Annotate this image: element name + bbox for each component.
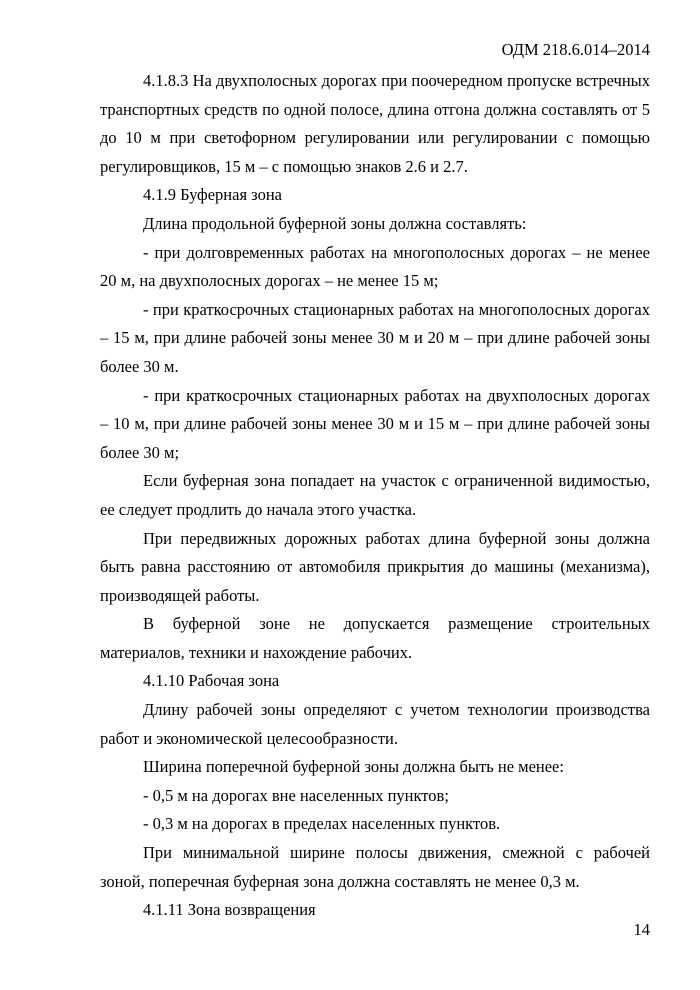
- section-heading-4-1-11: 4.1.11 Зона возвращения: [143, 900, 316, 920]
- document-code-header: ОДМ 218.6.014–2014: [501, 40, 650, 59]
- paragraph-buffer-length-intro: Длина продольной буферной зоны должна составлять:: [143, 213, 527, 233]
- paragraph-minimum-lane-width: При минимальной ширине полосы движения, смежной с рабочей зоной, поперечная буферная зона должна составлять не менее 0,3 м.: [100, 843, 650, 891]
- paragraph-buffer-restrictions: В буферной зоне не допускается размещение строительных материалов, техники и нахождение рабочих.: [100, 614, 650, 662]
- section-heading-4-1-9: 4.1.9 Буферная зона: [143, 185, 282, 205]
- list-item-long-term-works: - при долговременных работах на многополосных дорогах – не менее 20 м, на двухполосных дорогах – не менее 15 м;: [100, 242, 650, 291]
- paragraph-limited-visibility: Если буферная зона попадает на участок с ограниченной видимостью, ее следует продлить до начала этого участка.: [100, 471, 650, 519]
- list-item-short-term-two-lane: - при краткосрочных стационарных работах на двухполосных дорогах – 10 м, при длине рабочей зоны менее 30 м и 15 м – при длине рабочей зоны более 30 м;: [100, 385, 650, 462]
- paragraph-transverse-buffer-width: Ширина поперечной буферной зоны должна быть не менее:: [143, 757, 564, 777]
- paragraph-work-zone-length: Длину рабочей зоны определяют с учетом технологии производства работ и экономической целесообразности.: [100, 700, 650, 748]
- document-body: [100, 67, 650, 925]
- list-item-short-term-multilane: - при краткосрочных стационарных работах на многополосных дорогах – 15 м, при длине рабочей зоны менее 30 м и 20 м – при длине рабочей зоны более 30 м.: [100, 299, 650, 376]
- paragraph-4-1-8-3: 4.1.8.3 На двухполосных дорогах при поочередном пропуске встречных транспортных средств по одной полосе, длина отгона должна составлять от 5 до 10 м при светофорном регулировании или регулировании с помощью регулировщиков, 15 м – с помощью знаков 2.6 и 2.7.: [100, 71, 650, 176]
- section-heading-4-1-10: 4.1.10 Рабочая зона: [143, 671, 280, 691]
- page-number: 14: [633, 920, 650, 939]
- list-item-inside-settlements: - 0,3 м на дорогах в пределах населенных пунктов.: [143, 814, 501, 834]
- list-item-outside-settlements: - 0,5 м на дорогах вне населенных пунктов;: [143, 785, 449, 805]
- paragraph-mobile-works: При передвижных дорожных работах длина буферной зоны должна быть равна расстоянию от автомобиля прикрытия до машины (механизма), производящей работы.: [100, 528, 650, 605]
